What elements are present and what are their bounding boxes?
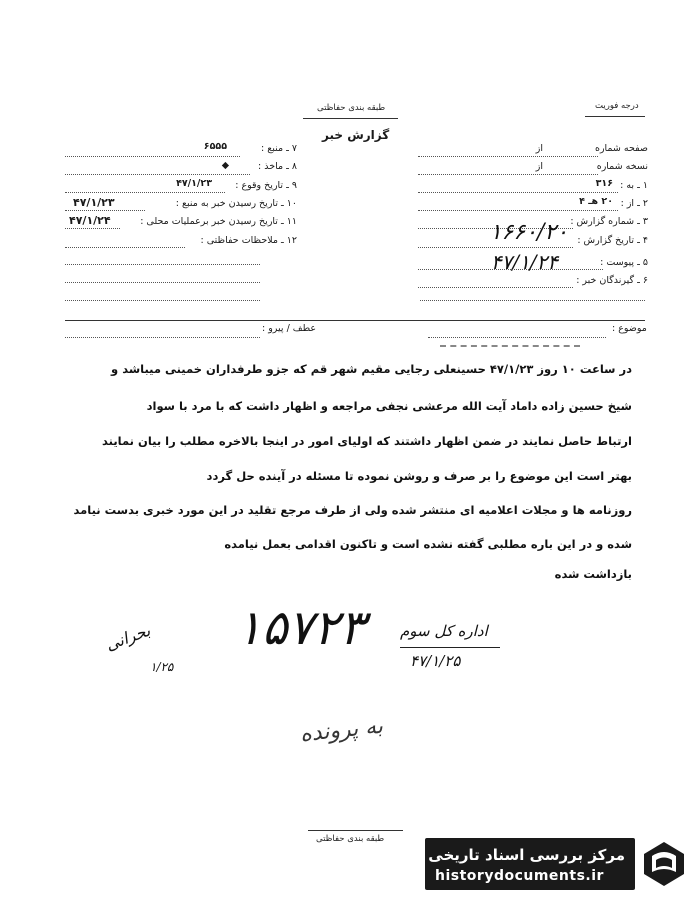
field-of: از <box>535 143 543 154</box>
recipients-label: ۶ ـ گیرندگان خبر : <box>576 275 648 286</box>
page-title: گزارش خبر <box>322 128 390 142</box>
from-label: ۲ ـ از : <box>620 198 648 209</box>
signature-underline <box>400 647 500 648</box>
divider <box>308 830 403 831</box>
dotted-line <box>65 174 250 175</box>
classification-bottom: طبقه بندی حفاظتی <box>316 834 385 844</box>
dotted-line <box>65 228 120 229</box>
divider <box>585 116 645 117</box>
divider <box>303 118 398 119</box>
report-number-label: ۳ ـ شماره گزارش : <box>570 216 648 227</box>
signature-date: ۴۷/۱/۲۵ <box>410 652 461 670</box>
body-line: بهتر است این موضوع را بر صرف و روشن نموده تا مسئله در آینده حل گردد <box>206 469 632 483</box>
dotted-line <box>65 337 260 338</box>
source-receipt-date-value: ۴۷/۱/۲۳ <box>73 196 115 209</box>
handwritten-note: به پرونده <box>298 713 385 748</box>
report-date-label: ۴ ـ تاریخ گزارش : <box>577 235 648 246</box>
copy-number-label: نسخه شماره <box>596 161 648 172</box>
body-line: بازداشت شده <box>554 567 632 581</box>
initials-date: ۱/۲۵ <box>150 660 174 674</box>
dotted-line <box>65 300 260 301</box>
dotted-line <box>418 269 603 270</box>
from-value: ۲۰ هـ ۴ <box>579 196 613 207</box>
dotted-line <box>65 192 225 193</box>
reference-label: عطف / پیرو : <box>262 323 317 334</box>
body-line: شیخ حسین زاده داماد آیت الله مرعشی نجفی مراجعه و اظهار داشت که با مرد با سواد <box>146 399 632 413</box>
watermark-title: مرکز بررسی اسناد تاریخی <box>428 846 625 864</box>
dotted-line <box>420 300 645 301</box>
origin-value: ◆ <box>221 160 229 171</box>
dotted-line <box>418 156 598 157</box>
source-label: ۷ ـ منبع : <box>260 143 297 154</box>
body-line: ارتباط حاصل نمایند در ضمن اظهار داشتند که اولیای امور در اینجا بالاخره مطلب را بیان نمایند <box>102 434 632 448</box>
ops-receipt-date-value: ۴۷/۱/۲۴ <box>69 214 111 227</box>
dotted-line <box>418 287 573 288</box>
body-line: روزنامه ها و مجلات اعلامیه ای منتشر شده ولی از طرف مرجع تقلید در این مورد خبری بدست نیامد <box>73 503 632 517</box>
initials: بحرانی <box>103 620 153 655</box>
occurrence-date-value: ۴۷/۱/۲۳ <box>176 178 212 189</box>
dotted-line <box>65 264 260 265</box>
ops-receipt-date-label: ۱۱ ـ تاریخ رسیدن خبر برعملیات محلی : <box>140 216 297 227</box>
dotted-line <box>65 210 145 211</box>
security-notes-label: ۱۲ ـ ملاحظات حفاظتی : <box>200 235 297 246</box>
watermark-banner <box>425 838 635 890</box>
classification-top: طبقه بندی حفاظتی <box>317 103 386 113</box>
page-number-label: صفحه شماره <box>594 143 648 154</box>
dotted-line <box>428 337 606 338</box>
archive-logo-icon <box>638 838 690 890</box>
dotted-line <box>65 282 260 283</box>
dotted-line <box>418 210 618 211</box>
field-of: از <box>535 161 543 172</box>
dotted-line <box>418 174 598 175</box>
dotted-line <box>65 156 240 157</box>
watermark-url: historydocuments.ir <box>435 868 604 884</box>
occurrence-date-label: ۹ ـ تاریخ وقوع : <box>235 180 297 191</box>
dotted-line <box>65 247 185 248</box>
handwritten-number: ۱۵۷۲۳ <box>236 600 365 656</box>
to-label: ۱ ـ به : <box>620 180 648 191</box>
subject-scribble <box>440 345 580 352</box>
dotted-line <box>418 192 618 193</box>
dotted-line <box>418 247 573 248</box>
source-value: ۶۵۵۵ <box>203 141 227 152</box>
signature: اداره کل سوم <box>400 622 488 640</box>
urgency-label: درجه فوریت <box>595 101 639 111</box>
report-date-value: ۴۷/۱/۲۴ <box>490 250 558 274</box>
origin-label: ۸ ـ ماخذ : <box>258 161 297 172</box>
subject-label: موضوع : <box>612 323 647 334</box>
source-receipt-date-label: ۱۰ ـ تاریخ رسیدن خبر به منبع : <box>175 198 297 209</box>
body-line: در ساعت ۱۰ روز ۴۷/۱/۲۳ حسینعلی رجایی مقیم شهر قم که جزو طرفداران خمینی میباشد و <box>111 362 632 376</box>
body-line: شده و در این باره مطلبی گفته نشده است و تاکنون اقدامی بعمل نیامده <box>224 537 632 551</box>
report-number-value: ۱۶۶۰/۲۰ <box>489 220 568 245</box>
attachment-label: ۵ ـ پیوست : <box>600 257 648 268</box>
to-value: ۳۱۶ <box>595 178 613 189</box>
section-divider <box>65 320 645 321</box>
